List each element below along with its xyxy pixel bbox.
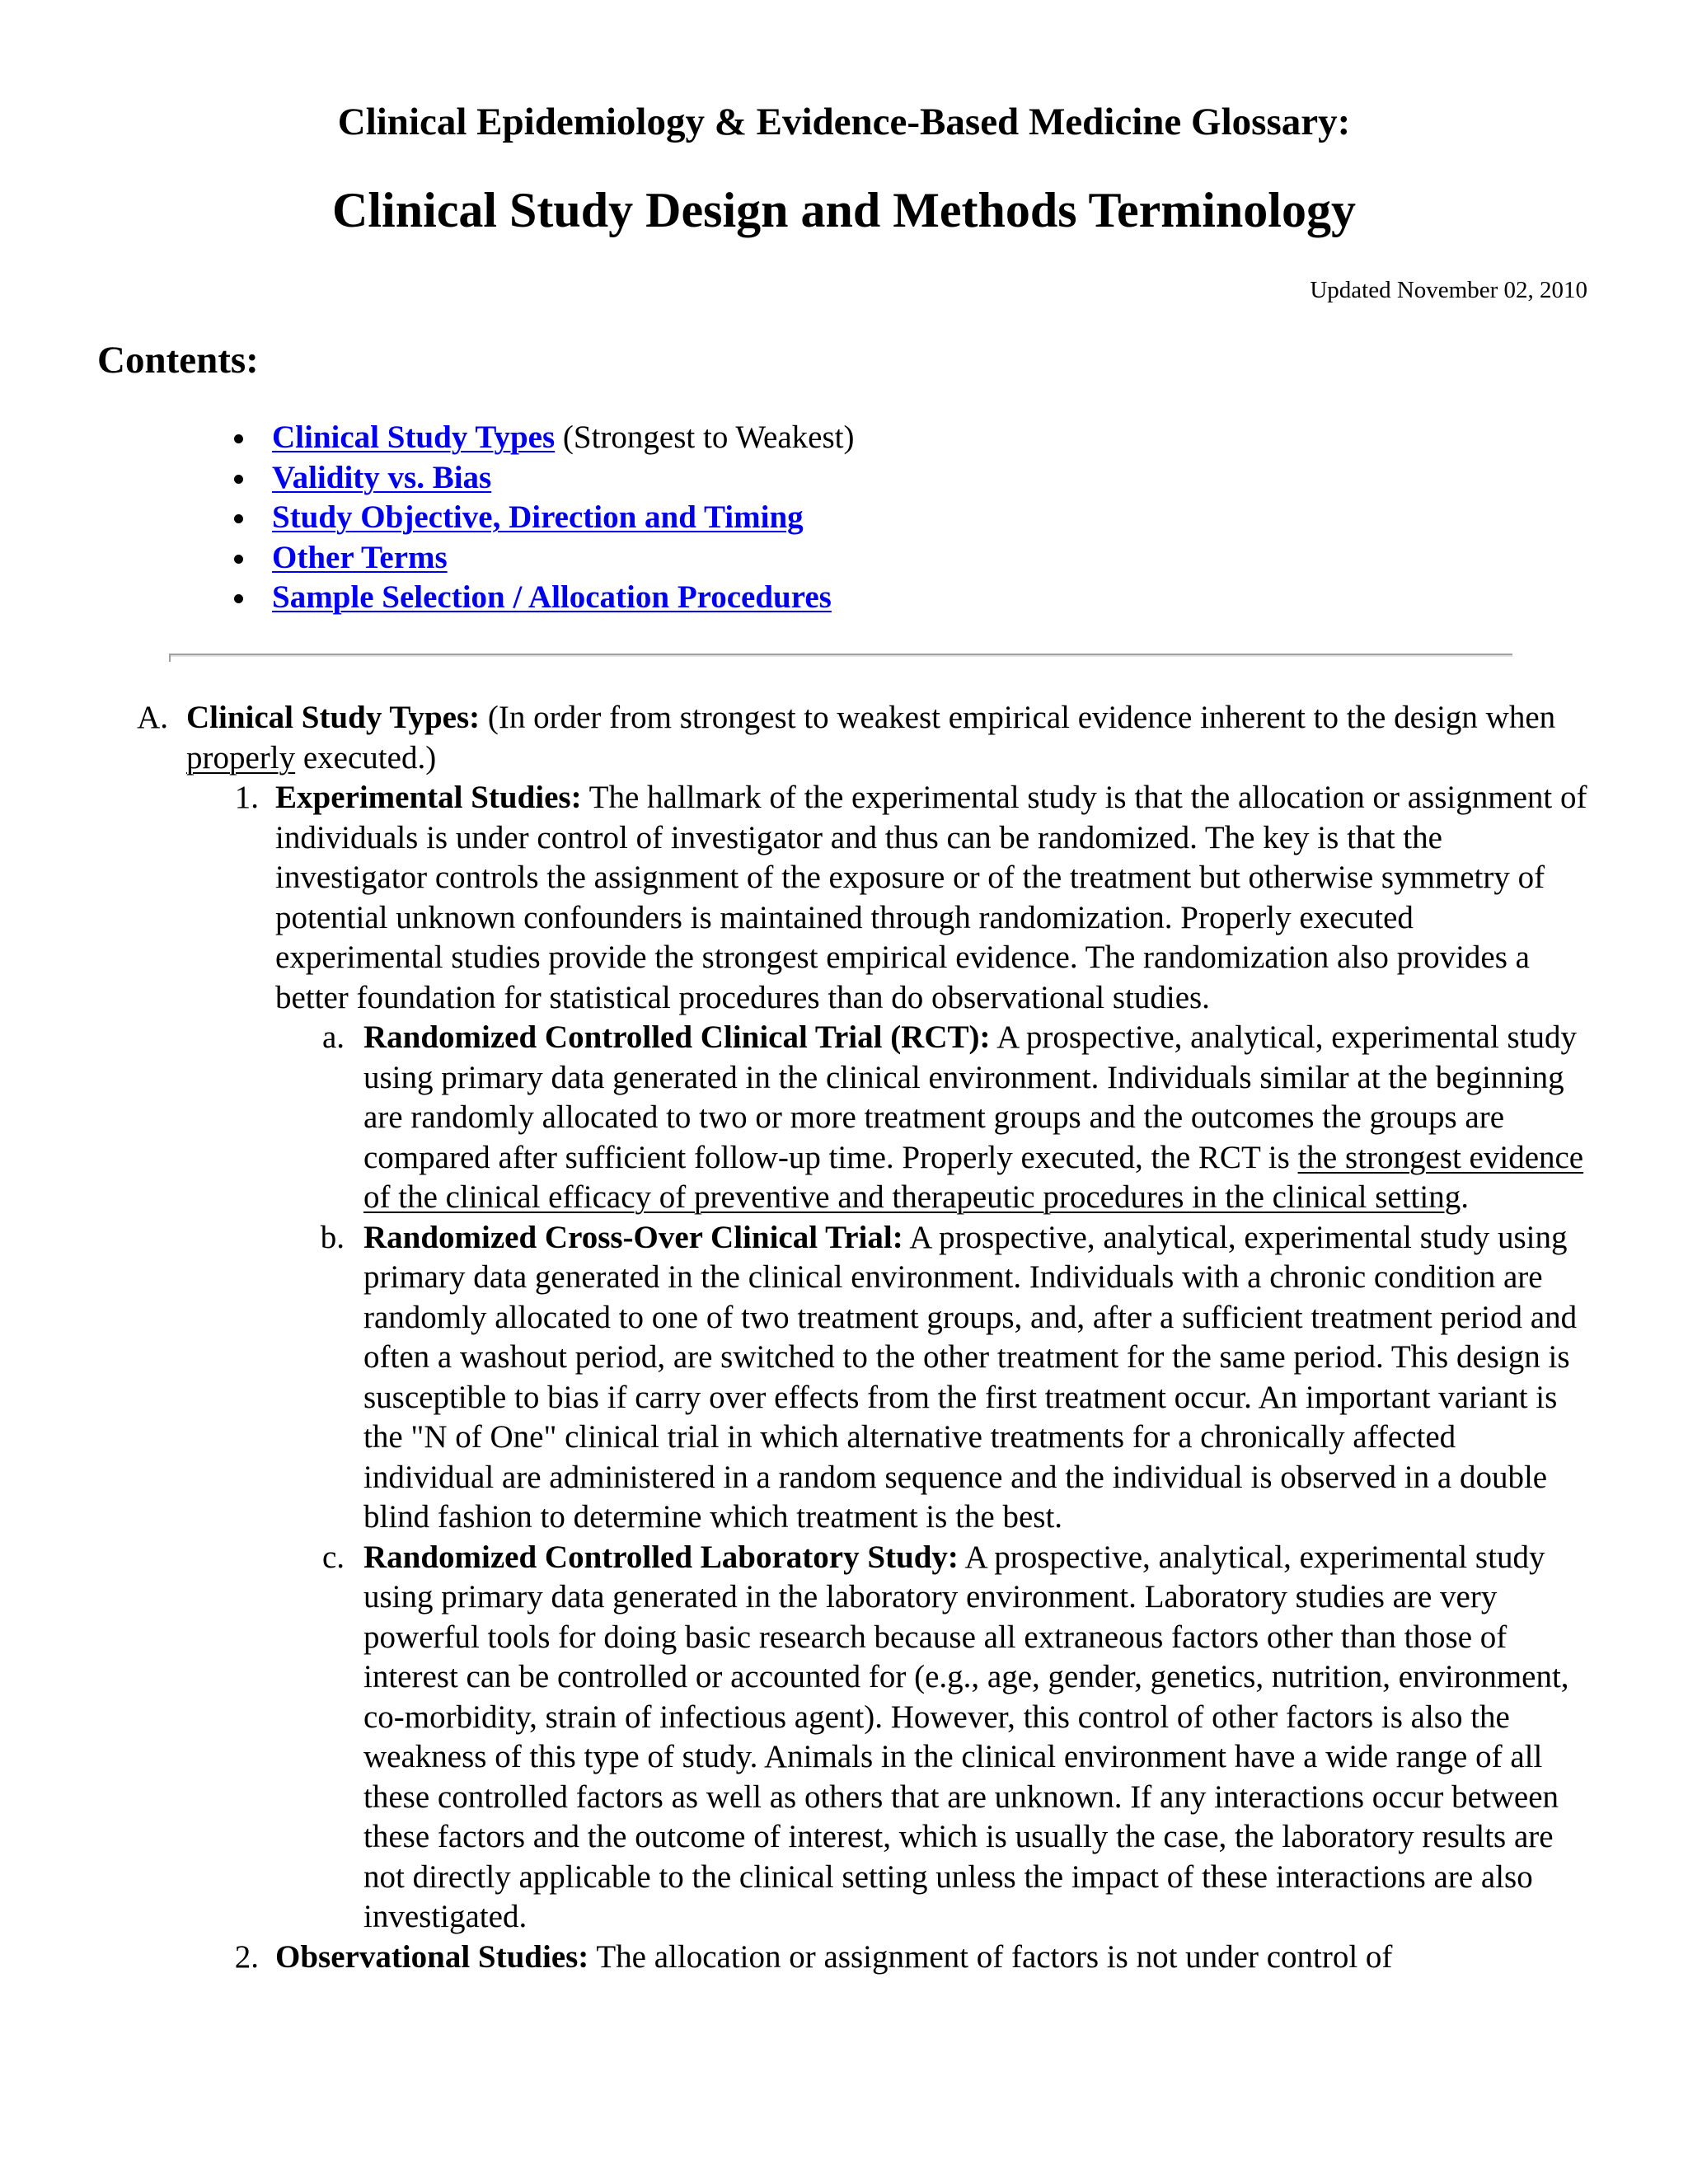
term-text: A prospective, analytical, experimental study using primary data generated in the clinical environment. Individuals similar at the beginning are randomly allocated to two or more treatment groups and the outcomes the groups are compared after sufficient follow-up time. Properly executed, the RCT is — [363, 1019, 1578, 1175]
bullet-icon — [234, 514, 243, 523]
term-heading: Randomized Cross-Over Clinical Trial: — [363, 1219, 903, 1255]
contents-item-note: (Strongest to Weakest) — [555, 419, 855, 455]
link-other-terms[interactable]: Other Terms — [272, 539, 448, 575]
horizontal-divider — [169, 654, 1512, 657]
term-heading: Observational Studies: — [275, 1938, 589, 1975]
list-marker: A. — [137, 700, 168, 735]
link-study-objective[interactable]: Study Objective, Direction and Timing — [272, 499, 804, 535]
bullet-icon — [234, 434, 243, 443]
section-observational-studies — [0, 1938, 1688, 1978]
term-cross-over-trial — [0, 1218, 1688, 1538]
glossary-title: Clinical Epidemiology & Evidence-Based Medicine Glossary: — [337, 101, 1351, 143]
list-marker: b. — [320, 1219, 345, 1255]
bullet-icon — [234, 555, 243, 564]
link-clinical-study-types[interactable]: Clinical Study Types — [272, 419, 556, 455]
contents-item — [272, 498, 854, 538]
term-text: (In order from strongest to weakest empirical evidence inherent to the design when — [480, 700, 1556, 735]
bullet-icon — [234, 475, 243, 484]
document-body — [0, 698, 1688, 1977]
term-laboratory-study — [0, 1538, 1688, 1938]
contents-item — [272, 538, 854, 579]
contents-heading: Contents: — [97, 339, 259, 382]
list-marker: 1. — [234, 780, 259, 815]
term-text: The allocation or assignment of factors is not under control of — [588, 1938, 1393, 1975]
updated-date: Updated November 02, 2010 — [1310, 277, 1587, 303]
contents-item — [272, 458, 854, 499]
link-validity-vs-bias[interactable]: Validity vs. Bias — [272, 459, 492, 495]
contents-item — [272, 418, 854, 458]
emphasis-text: properly — [186, 739, 296, 776]
contents-list — [272, 418, 854, 618]
term-text: executed.) — [295, 739, 437, 776]
link-sample-selection[interactable]: Sample Selection / Allocation Procedures — [272, 579, 832, 615]
list-marker: 2. — [234, 1938, 259, 1975]
term-heading: Clinical Study Types: — [186, 700, 481, 735]
term-rct — [0, 1018, 1688, 1218]
emphasis-text: the strongest evidence of the clinical efficacy of preventive and therapeutic procedures in the clinical setting — [363, 1139, 1584, 1215]
page-title: Clinical Study Design and Methods Terminology — [332, 183, 1356, 237]
term-text: The hallmark of the experimental study is that the allocation or assignment of individuals is under control of investigator and thus can be randomized. The key is that the investigator controls the assignment of the exposure or of the treatment but otherwise symmetry of potential unknown confounders is maintained through randomization. Properly executed experimental studies provide the strongest empirical evidence. The randomization also provides a better foundation for statistical procedures than do observational studies. — [275, 780, 1587, 1015]
bullet-icon — [234, 594, 243, 603]
list-marker: c. — [321, 1539, 345, 1575]
term-heading: Randomized Controlled Laboratory Study: — [363, 1539, 959, 1575]
term-text: . — [1461, 1179, 1469, 1215]
term-heading: Randomized Controlled Clinical Trial (RCT): — [363, 1019, 991, 1055]
contents-item — [272, 578, 854, 618]
section-clinical-study-types — [0, 698, 1688, 778]
term-heading: Experimental Studies: — [275, 780, 582, 815]
section-experimental-studies — [0, 778, 1688, 1018]
list-marker: a. — [321, 1019, 345, 1055]
term-text: A prospective, analytical, experimental study using primary data generated in the laboratory environment. Laboratory studies are very powerful tools for doing basic research because all extraneous factors other than those of interest can be controlled or accounted for (e.g., age, gender, genetics, nutrition, environment, co-morbidity, strain of infectious agent). However, this control of other factors is also the weakness of this type of study. Animals in the clinical environment have a wide range of all these controlled factors as well as others that are unknown. If any interactions occur between these factors and the outcome of interest, which is usually the case, the laboratory results are not directly applicable to the clinical setting unless the impact of these interactions are also investigated. — [363, 1539, 1569, 1934]
term-text: A prospective, analytical, experimental study using primary data generated in the clinical environment. Individuals with a chronic condition are randomly allocated to one of two treatment groups, and, after a sufficient treatment period and often a washout period, are switched to the other treatment for the same period. This design is susceptible to bias if carry over effects from the first treatment occur. An important variant is the "N of One" clinical trial in which alternative treatments for a chronically affected individual are administered in a random sequence and the individual is observed in a double blind fashion to determine which treatment is the best. — [363, 1219, 1578, 1535]
